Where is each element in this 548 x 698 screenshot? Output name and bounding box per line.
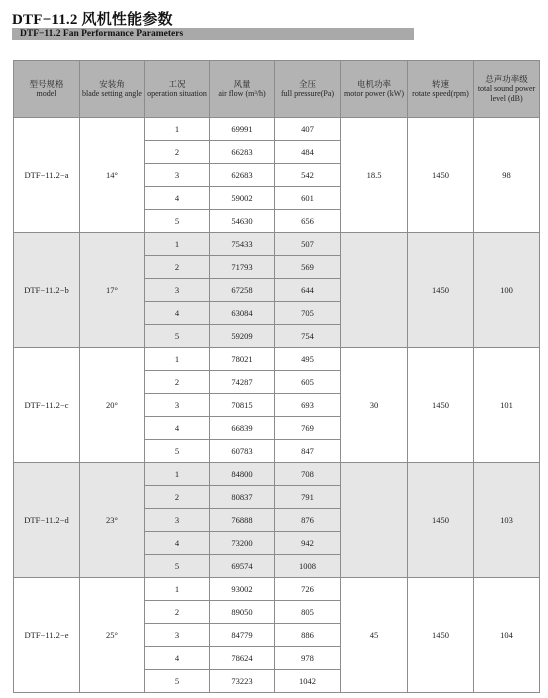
full-pressure-cell: 791 [275,486,341,509]
motor-power-cell: 45 [341,578,408,693]
operation-cell: 5 [145,325,210,348]
model-cell: DTF−11.2−d [14,463,80,578]
full-pressure-cell: 754 [275,325,341,348]
full-pressure-cell: 1008 [275,555,341,578]
air-flow-cell: 62683 [210,164,275,187]
air-flow-cell: 73223 [210,670,275,693]
header-air-flow: 风量 air flow (m³/h) [210,61,275,118]
operation-cell: 5 [145,210,210,233]
air-flow-cell: 60783 [210,440,275,463]
sound-power-cell: 98 [474,118,540,233]
operation-cell: 5 [145,555,210,578]
full-pressure-cell: 644 [275,279,341,302]
table-row [14,233,540,256]
air-flow-cell: 66283 [210,141,275,164]
table-row [14,578,540,601]
blade-angle-cell: 25° [80,578,145,693]
rotate-speed-cell: 1450 [408,463,474,578]
full-pressure-cell: 886 [275,624,341,647]
operation-cell: 2 [145,601,210,624]
air-flow-cell: 73200 [210,532,275,555]
air-flow-cell: 89050 [210,601,275,624]
full-pressure-cell: 407 [275,118,341,141]
full-pressure-cell: 978 [275,647,341,670]
operation-cell: 4 [145,417,210,440]
air-flow-cell: 74287 [210,371,275,394]
full-pressure-cell: 693 [275,394,341,417]
header-rotate-speed: 转速 rotate speed(rpm) [408,61,474,118]
air-flow-cell: 84800 [210,463,275,486]
air-flow-cell: 66839 [210,417,275,440]
sound-power-cell: 103 [474,463,540,578]
full-pressure-cell: 601 [275,187,341,210]
rotate-speed-cell: 1450 [408,348,474,463]
operation-cell: 4 [145,647,210,670]
header-operation: 工况 operation situation [145,61,210,118]
header-sound-power: 总声功率级 total sound power level (dB) [474,61,540,118]
section-subtitle: DTF−11.2 Fan Performance Parameters [12,28,414,40]
air-flow-cell: 80837 [210,486,275,509]
full-pressure-cell: 847 [275,440,341,463]
full-pressure-cell: 726 [275,578,341,601]
air-flow-cell: 59209 [210,325,275,348]
operation-cell: 5 [145,440,210,463]
air-flow-cell: 69574 [210,555,275,578]
model-cell: DTF−11.2−c [14,348,80,463]
operation-cell: 4 [145,302,210,325]
full-pressure-cell: 805 [275,601,341,624]
air-flow-cell: 54630 [210,210,275,233]
air-flow-cell: 78624 [210,647,275,670]
header-model: 型号规格 model [14,61,80,118]
full-pressure-cell: 1042 [275,670,341,693]
sound-power-cell: 100 [474,233,540,348]
blade-angle-cell: 20° [80,348,145,463]
operation-cell: 2 [145,371,210,394]
operation-cell: 2 [145,141,210,164]
full-pressure-cell: 484 [275,141,341,164]
air-flow-cell: 59002 [210,187,275,210]
motor-power-cell [341,463,408,578]
page-title: DTF−11.2 风机性能参数 [12,12,173,28]
table-row [14,348,540,371]
table-row [14,463,540,486]
full-pressure-cell: 708 [275,463,341,486]
air-flow-cell: 93002 [210,578,275,601]
model-cell: DTF−11.2−e [14,578,80,693]
table-row [14,118,540,141]
table-header-row [14,61,540,118]
full-pressure-cell: 605 [275,371,341,394]
operation-cell: 1 [145,348,210,371]
motor-power-cell [341,233,408,348]
air-flow-cell: 71793 [210,256,275,279]
header-motor-power: 电机功率 motor power (kW) [341,61,408,118]
full-pressure-cell: 569 [275,256,341,279]
full-pressure-cell: 705 [275,302,341,325]
motor-power-cell: 30 [341,348,408,463]
rotate-speed-cell: 1450 [408,118,474,233]
model-cell: DTF−11.2−b [14,233,80,348]
operation-cell: 1 [145,118,210,141]
full-pressure-cell: 542 [275,164,341,187]
rotate-speed-cell: 1450 [408,233,474,348]
operation-cell: 1 [145,578,210,601]
full-pressure-cell: 507 [275,233,341,256]
air-flow-cell: 63084 [210,302,275,325]
full-pressure-cell: 495 [275,348,341,371]
fan-performance-table [13,60,540,693]
header-full-pressure: 全压 full pressure(Pa) [275,61,341,118]
operation-cell: 3 [145,164,210,187]
air-flow-cell: 75433 [210,233,275,256]
operation-cell: 4 [145,187,210,210]
full-pressure-cell: 942 [275,532,341,555]
sound-power-cell: 104 [474,578,540,693]
sound-power-cell: 101 [474,348,540,463]
header-blade-angle: 安装角 blade setting angle [80,61,145,118]
full-pressure-cell: 656 [275,210,341,233]
operation-cell: 2 [145,256,210,279]
air-flow-cell: 69991 [210,118,275,141]
full-pressure-cell: 769 [275,417,341,440]
operation-cell: 4 [145,532,210,555]
model-cell: DTF−11.2−a [14,118,80,233]
full-pressure-cell: 876 [275,509,341,532]
operation-cell: 3 [145,624,210,647]
operation-cell: 3 [145,394,210,417]
operation-cell: 3 [145,509,210,532]
air-flow-cell: 78021 [210,348,275,371]
air-flow-cell: 84779 [210,624,275,647]
operation-cell: 5 [145,670,210,693]
blade-angle-cell: 17° [80,233,145,348]
air-flow-cell: 70815 [210,394,275,417]
air-flow-cell: 76888 [210,509,275,532]
motor-power-cell: 18.5 [341,118,408,233]
rotate-speed-cell: 1450 [408,578,474,693]
operation-cell: 1 [145,463,210,486]
blade-angle-cell: 23° [80,463,145,578]
operation-cell: 1 [145,233,210,256]
air-flow-cell: 67258 [210,279,275,302]
operation-cell: 2 [145,486,210,509]
operation-cell: 3 [145,279,210,302]
blade-angle-cell: 14° [80,118,145,233]
